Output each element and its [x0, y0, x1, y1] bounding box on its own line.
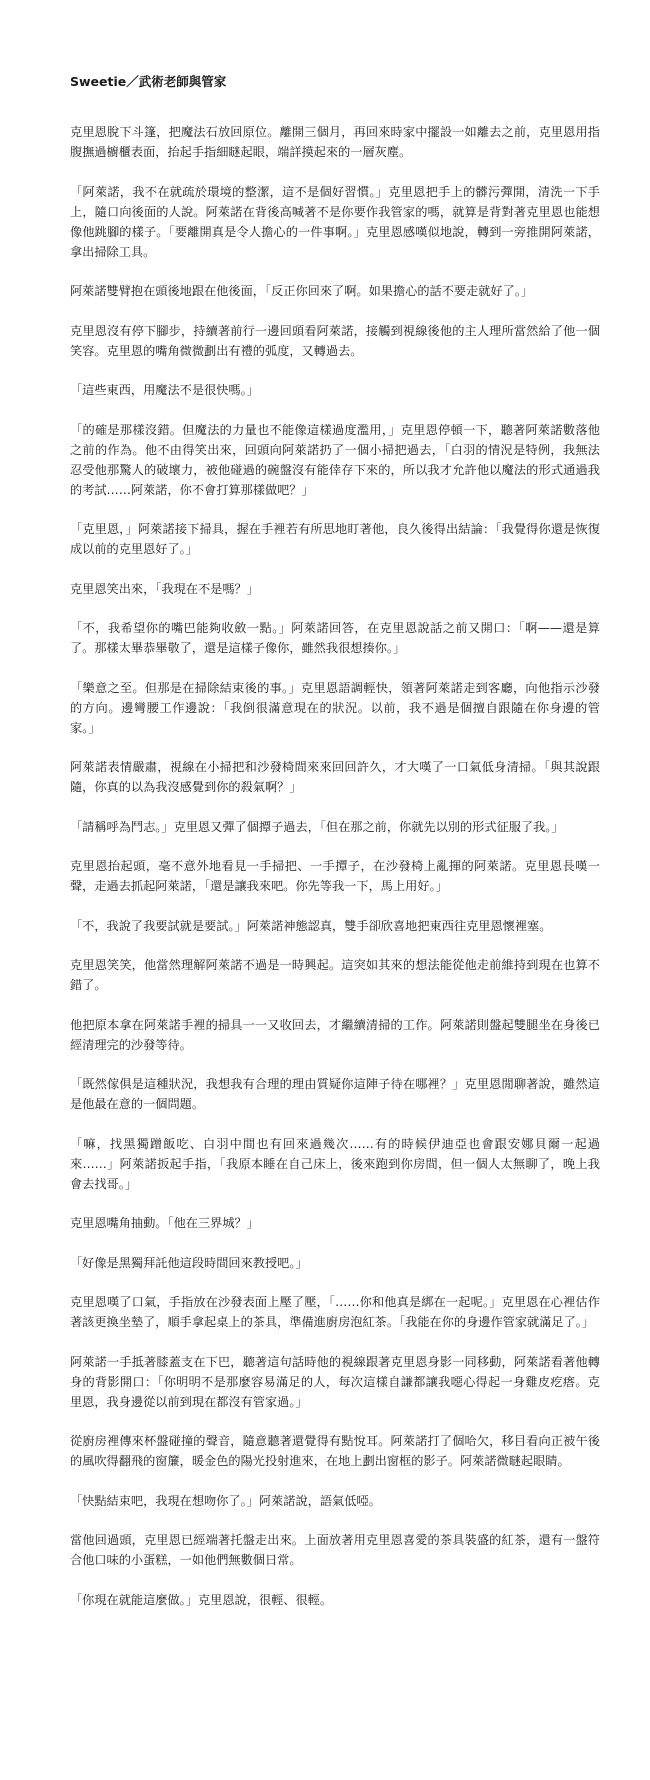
paragraph: 「這些東西，用魔法不是很快嗎。」 — [70, 383, 259, 397]
paragraph: 阿萊諾雙臂抱在頭後地跟在他後面，「反正你回來了啊。如果擔心的話不要走就好了。」 — [70, 284, 534, 298]
document-page — [70, 72, 600, 1629]
paragraph: 「嘛，找黑獨蹭飯吃、白羽中間也有回來過幾次……有的時候伊迪亞也會跟安娜貝爾一起過來……」阿萊諾扳起手指，「我原本睡在自己床上，後來跑到你房間，但一個人太無聊了，晚上我會去找哥。」 — [70, 1136, 600, 1191]
paragraph: 「請稱呼為鬥志。」克里恩又彈了個撢子過去，「但在那之前，你就先以別的形式征服了我。」 — [70, 819, 564, 834]
paragraph: 「好像是黑獨拜託他這段時間回來教授吧。」 — [70, 1255, 308, 1270]
paragraph: 他把原本拿在阿萊諾手裡的掃具一一又收回去，才繼續清掃的工作。阿萊諾則盤起雙腿坐在身後已經清理完的沙發等待。 — [70, 1017, 600, 1052]
paragraph: 克里恩嘴角抽動。「他在三界城？」 — [70, 1216, 259, 1230]
paragraph: 克里恩脫下斗篷，把魔法石放回原位。離開三個月，再回來時家中擺設一如離去之前，克里恩用指腹撫過櫥櫃表面，抬起手指細瞇起眼，端詳摸起來的一層灰塵。 — [70, 125, 600, 159]
paragraph: 克里恩笑笑，他當然理解阿萊諾不過是一時興起。這突如其來的想法能從他走前維持到現在也算不錯了。 — [70, 958, 600, 992]
paragraph: 「阿萊諾，我不在就疏於環境的整潔，這不是個好習慣。」克里恩把手上的髒污彈開，清洗一下手上，隨口向後面的人說。阿萊諾在背後高喊著不是你要作我管家的嗎，就算是背對著克里恩也能想像他跳腳的樣子。「要離開真是令人擔心的一件事啊。」克里恩感嘆似地說，轉到一旁推開阿萊諾，拿出掃除工具。 — [70, 184, 600, 259]
paragraph: 克里恩抬起頭，毫不意外地看見一手掃把、一手撢子，在沙發椅上亂揮的阿萊諾。克里恩長嘆一聲，走過去抓起阿萊諾，「還是讓我來吧。你先等我一下，馬上用好。」 — [70, 859, 600, 893]
document-title: Sweetie／武術老師與管家 — [70, 74, 227, 89]
paragraph: 「你現在就能這麼做。」克里恩說，很輕、很輕。 — [70, 1592, 333, 1607]
paragraph: 「快點結束吧，我現在想吻你了。」阿萊諾說，語氣低啞。 — [70, 1493, 381, 1508]
paragraph: 克里恩嘆了口氣，手指放在沙發表面上壓了壓，「……你和他真是綁在一起呢。」克里恩在心裡估作著該更換坐墊了，順手拿起桌上的茶具，準備進廚房泡紅茶。「我能在你的身邊作管家就滿足了。」 — [70, 1295, 600, 1329]
paragraph: 克里恩笑出來，「我現在不是嗎？」 — [70, 581, 259, 596]
paragraph: 「克里恩，」阿萊諾接下掃具，握在手裡若有所思地盯著他，良久後得出結論：「我覺得你還是恢復成以前的克里恩好了。」 — [70, 522, 600, 556]
paragraph: 「不，我希望你的嘴巴能夠收斂一點。」阿萊諾回答，在克里恩說話之前又開口：「啊——還是算了。那樣太畢恭畢敬了，還是這樣子像你，雖然我很想揍你。」 — [70, 621, 600, 655]
paragraph: 阿萊諾一手抵著膝蓋支在下巴，聽著這句話時他的視線跟著克里恩身影一同移動，阿萊諾看著他轉身的背影開口：「你明明不是那麼容易滿足的人，每次這樣自謙都讓我噁心得起一身雞皮疙瘩。克里恩，我身邊從以前到現在都沒有管家過。」 — [70, 1354, 600, 1409]
paragraph: 克里恩沒有停下腳步，持續著前行一邊回頭看阿萊諾，接觸到視線後他的主人理所當然給了他一個笑容。克里恩的嘴角微微劃出有禮的弧度，又轉過去。 — [70, 323, 600, 358]
paragraph: 當他回過頭，克里恩已經端著托盤走出來。上面放著用克里恩喜愛的茶具裝盛的紅茶，還有一盤符合他口味的小蛋糕，一如他們無數個日常。 — [70, 1533, 600, 1567]
paragraph: 「既然傢俱是這種狀況，我想我有合理的理由質疑你這陣子待在哪裡？」克里恩閒聊著說，雖然這是他最在意的一個問題。 — [70, 1077, 600, 1111]
paragraph: 「的確是那樣沒錯。但魔法的力量也不能像這樣過度濫用，」克里恩停頓一下，聽著阿萊諾數落他之前的作為。他不由得笑出來，回頭向阿萊諾扔了一個小掃把過去，「白羽的情況是特例，我無法忍受他那驚人的破壞力，被他碰過的碗盤沒有能倖存下來的，所以我才允許他以魔法的形式通過我的考試……阿萊諾，你不會打算那樣做吧？」 — [70, 422, 600, 497]
paragraph: 從廚房裡傳來杯盤碰撞的聲音，隨意聽著還覺得有點悅耳。阿萊諾打了個哈欠，移目看向正被午後的風吹得翻飛的窗簾，暖金色的陽光投射進來，在地上劃出窗框的影子。阿萊諾微瞇起眼睛。 — [70, 1434, 600, 1468]
paragraph: 「不，我說了我要試就是要試。」阿萊諾神態認真，雙手卻欣喜地把東西往克里恩懷裡塞。 — [70, 918, 552, 933]
paragraph: 「樂意之至。但那是在掃除結束後的事。」克里恩語調輕快，領著阿萊諾走到客廳，向他指示沙發的方向。邊彎腰工作邊說：「我倒很滿意現在的狀況。以前，我不過是個擅自跟隨在你身邊的管家。」 — [70, 680, 600, 735]
paragraph: 阿萊諾表情嚴肅，視線在小掃把和沙發椅間來來回回許久，才大嘆了一口氣低身清掃。「與其說跟隨，你真的以為我沒感覺到你的殺氣啊？」 — [70, 760, 600, 794]
